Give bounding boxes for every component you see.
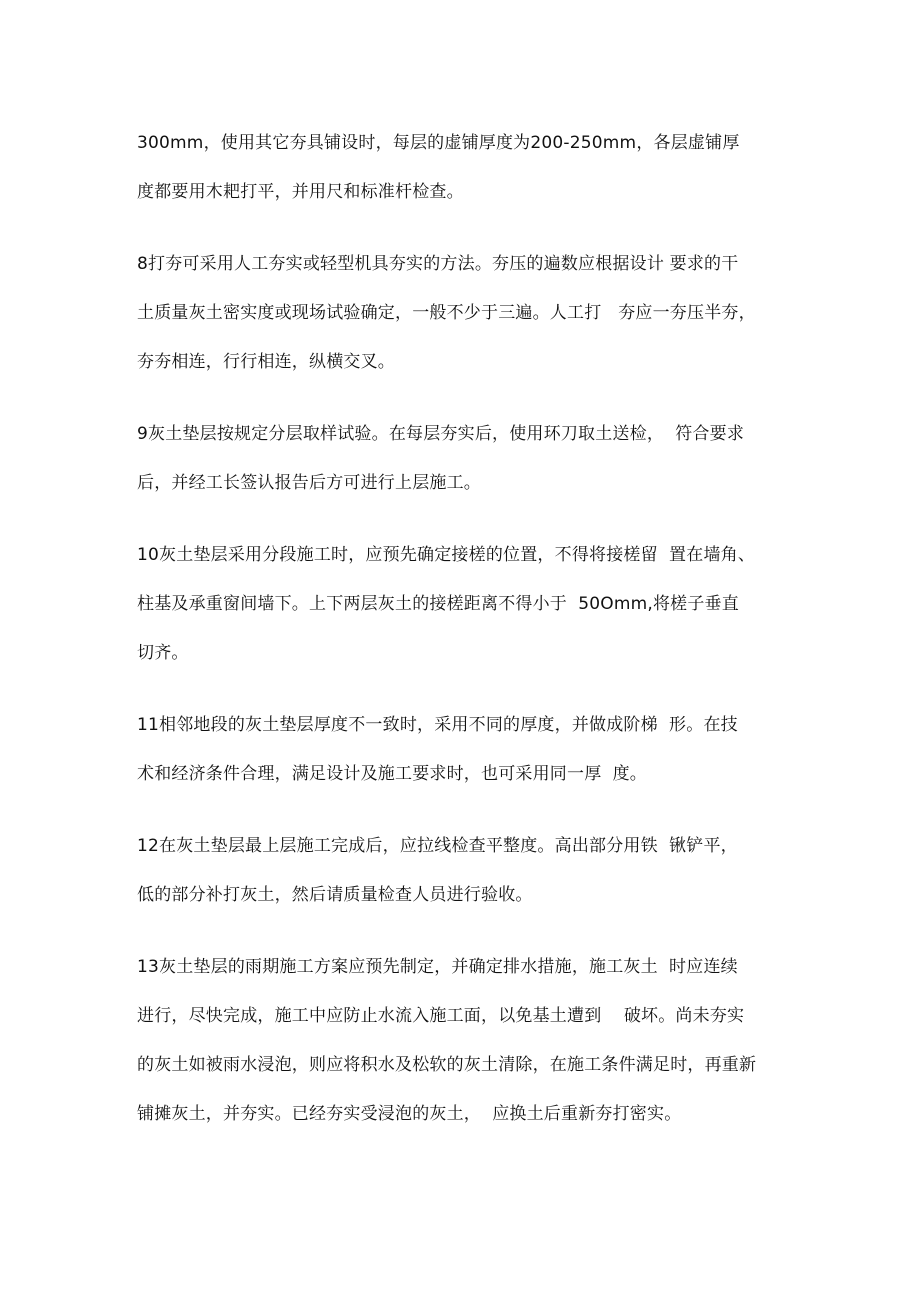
paragraph-4-line-1: 10灰土垫层采用分段施工时，应预先确定接槎的位置，不得将接槎留 置在墙角、 [137, 545, 756, 565]
paragraph-7-line-3: 的灰土如被雨水浸泡，则应将积水及松软的灰土清除，在施工条件满足时，再重新 [137, 1055, 757, 1075]
paragraph-4-line-2: 柱基及承重窗间墙下。上下两层灰土的接槎距离不得小于 50Omm,将槎子垂直 [137, 594, 739, 614]
paragraph-1-line-1: 300mm，使用其它夯具铺设时，每层的虚铺厚度为200-250mm，各层虚铺厚 [137, 133, 740, 153]
paragraph-7-line-1: 13灰土垫层的雨期施工方案应预先制定，并确定排水措施，施工灰土 时应连续 [137, 957, 738, 977]
paragraph-1-line-2: 度都要用木耙打平，并用尺和标准杆检查。 [137, 182, 464, 202]
paragraph-6-line-2: 低的部分补打灰土，然后请质量检查人员进行验收。 [137, 885, 533, 905]
paragraph-2-line-1: 8打夯可采用人工夯实或轻型机具夯实的方法。夯压的遍数应根据设计 要求的干 [137, 254, 739, 274]
paragraph-2-line-2: 土质量灰土密实度或现场试验确定，一般不少于三遍。人工打 夯应一夯压半夯， [137, 303, 756, 323]
paragraph-6-line-1: 12在灰土垫层最上层施工完成后，应拉线检查平整度。高出部分用铁 锹铲平， [137, 836, 738, 856]
paragraph-3-line-1: 9灰土垫层按规定分层取样试验。在每层夯实后，使用环刀取土送检， 符合要求 [137, 424, 745, 444]
paragraph-2-line-3: 夯夯相连，行行相连，纵横交叉。 [137, 352, 395, 372]
paragraph-7-line-2: 进行，尽快完成，施工中应防止水流入施工面，以免基土遭到 破坏。尚未夯实 [137, 1006, 745, 1026]
paragraph-5-line-2: 术和经济条件合理，满足设计及施工要求时，也可采用同一厚 度。 [137, 764, 648, 784]
paragraph-5-line-1: 11相邻地段的灰土垫层厚度不一致时，采用不同的厚度，并做成阶梯 形。在技 [137, 715, 738, 735]
paragraph-3-line-2: 后，并经工长签认报告后方可进行上层施工。 [137, 473, 481, 493]
paragraph-7-line-4: 铺摊灰土，并夯实。已经夯实受浸泡的灰土， 应换土后重新夯打密实。 [137, 1104, 682, 1124]
paragraph-4-line-3: 切齐。 [137, 643, 189, 663]
